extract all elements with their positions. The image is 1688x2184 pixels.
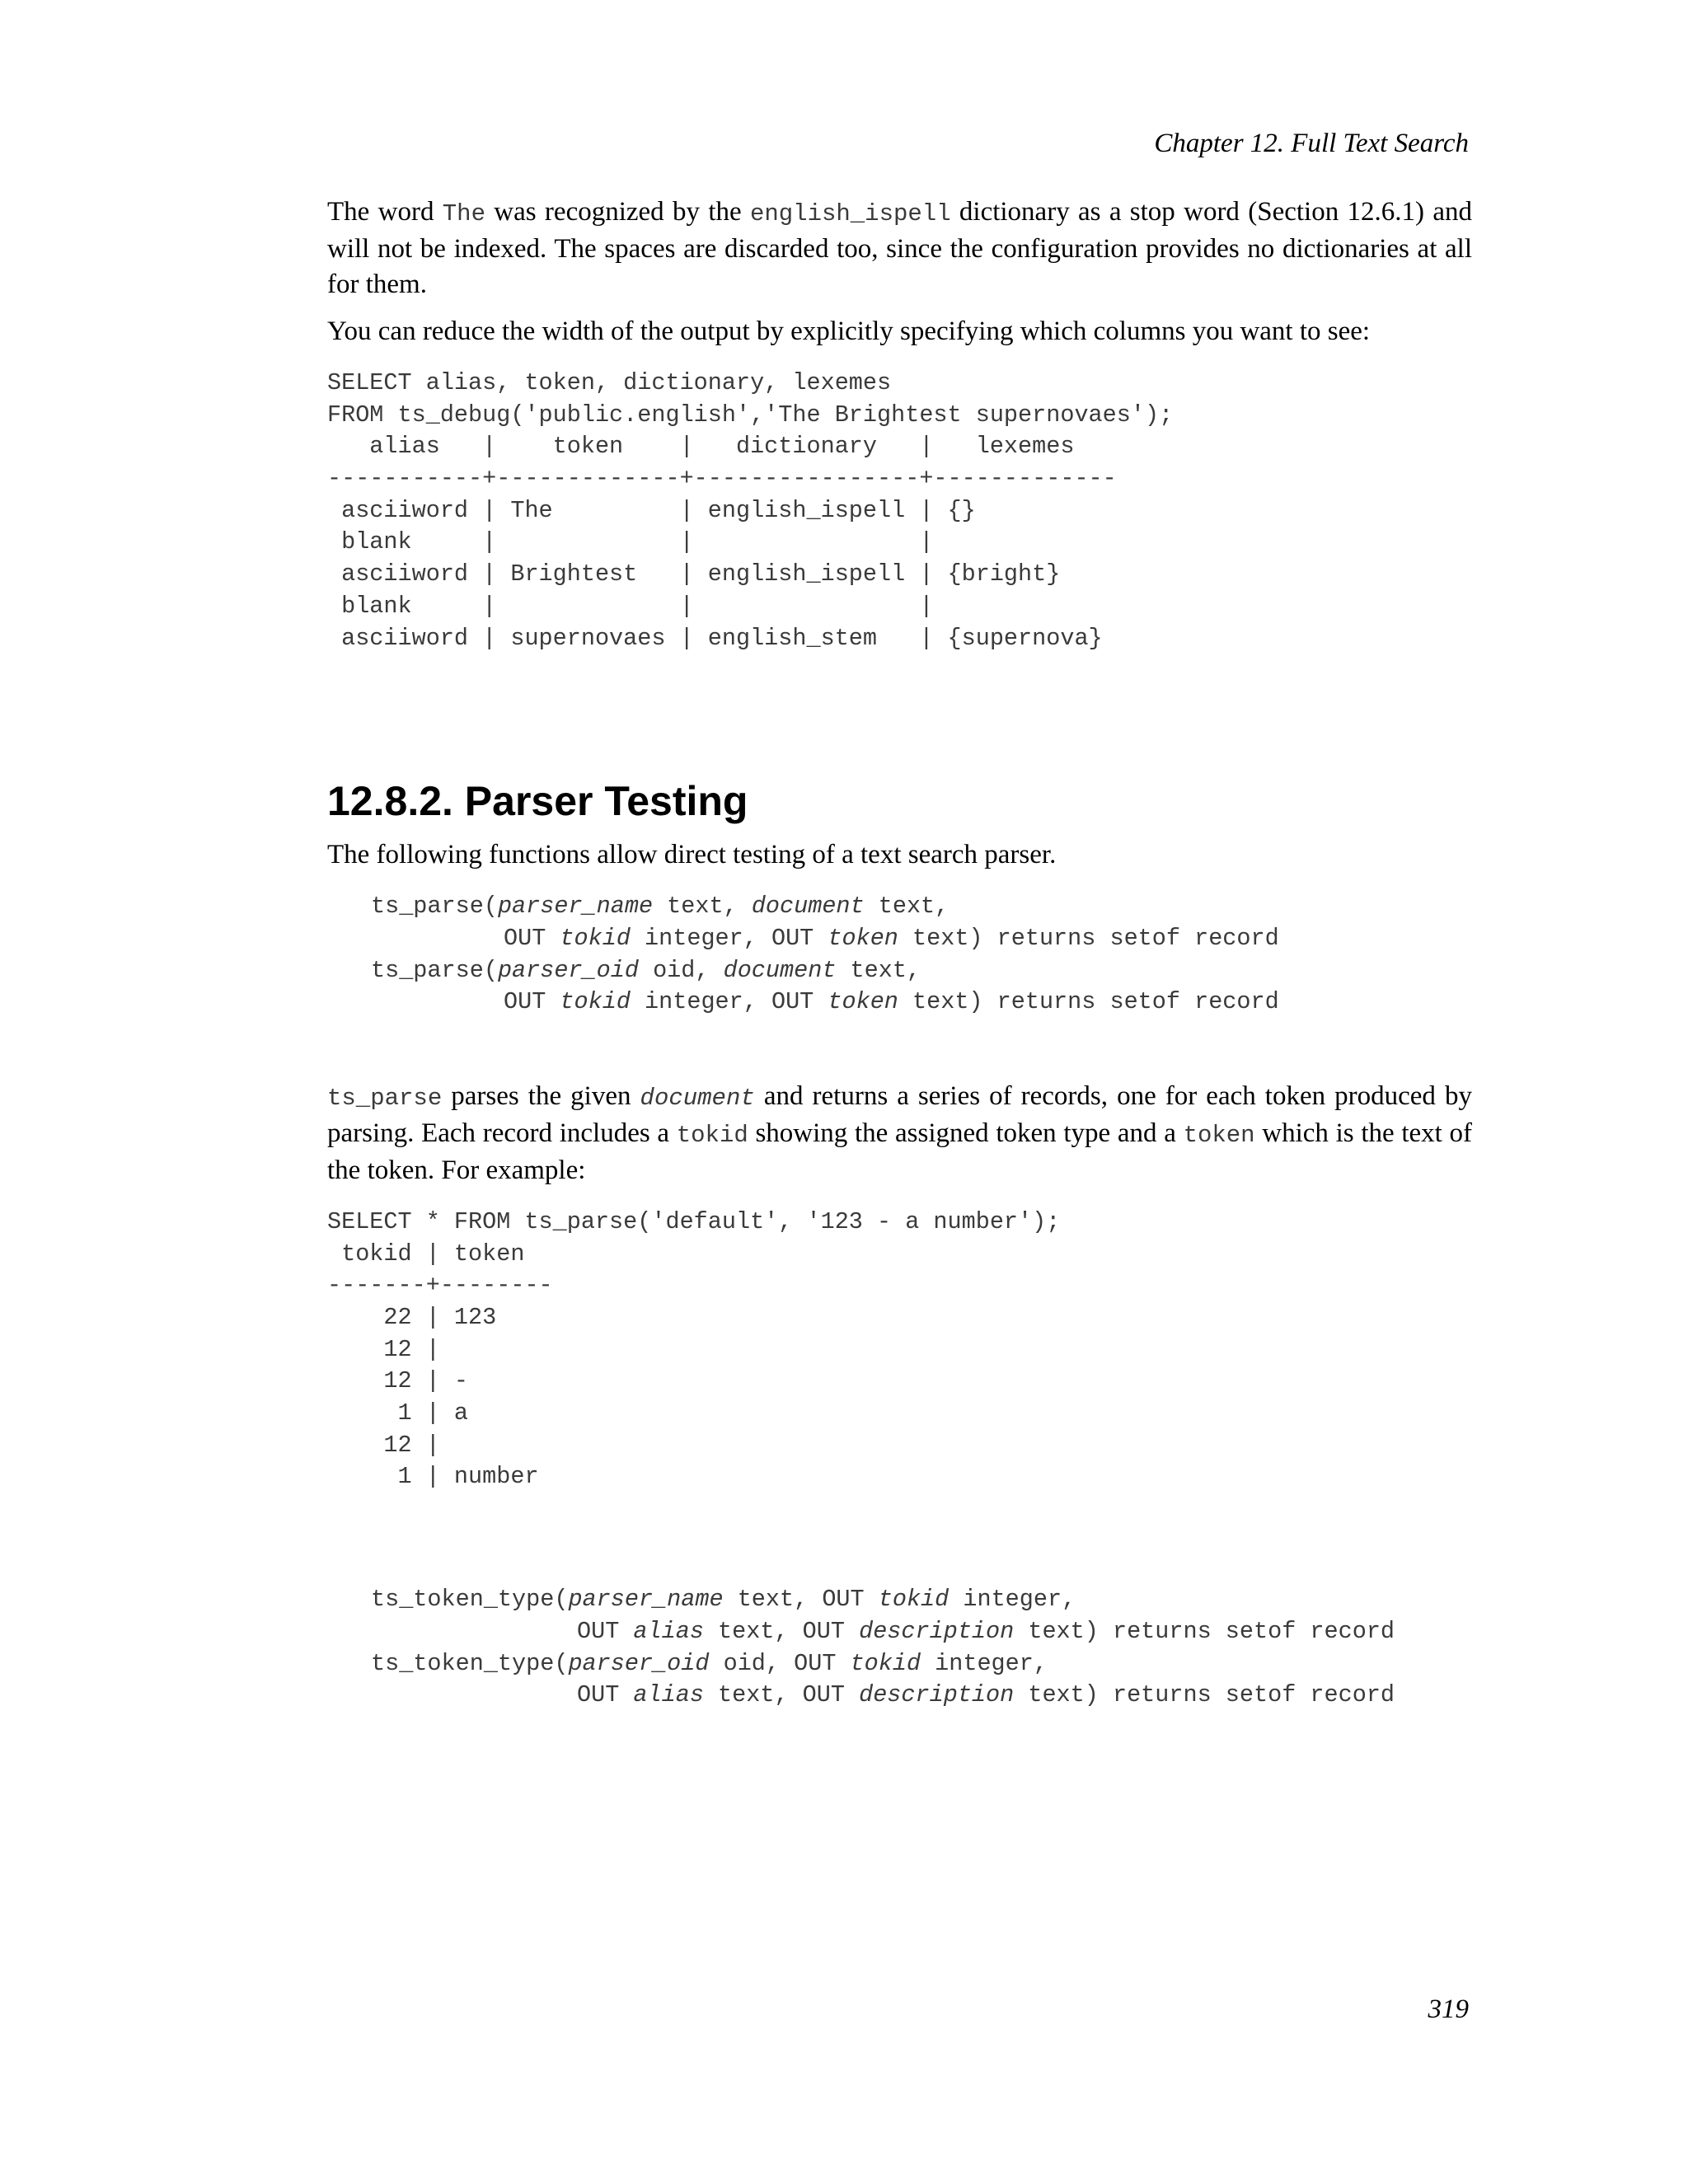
text-fragment: dictionary as a stop word (Section 12.6.1) and will not be indexed. The spaces are discarded too, since the configuration provides no dictionaries at all for them. — [327, 197, 1472, 299]
keyword: OUT — [577, 1681, 634, 1709]
return-type: setof record — [1225, 1681, 1395, 1709]
param-name: alias — [633, 1617, 704, 1645]
param-name: parser_name — [568, 1586, 724, 1614]
keyword: OUT — [504, 988, 560, 1016]
keyword: returns — [982, 924, 1110, 952]
code-example-ts-debug — [327, 368, 1472, 654]
param-type: integer, — [630, 924, 771, 952]
keyword: OUT — [771, 988, 828, 1016]
code-line: asciiword | supernovaes | english_stem | {supernova} — [327, 624, 1103, 652]
code-line: SELECT alias, token, dictionary, lexemes — [327, 369, 892, 396]
param-name: alias — [633, 1681, 704, 1709]
keyword: OUT — [822, 1586, 879, 1614]
keyword: returns — [1098, 1681, 1226, 1709]
synopsis-line — [371, 1584, 1472, 1616]
code-line: SELECT * FROM ts_parse('default', '123 - a number'); — [327, 1207, 1061, 1235]
function-name: ts_token_type( — [371, 1586, 569, 1614]
code-line: 12 | — [327, 1335, 440, 1363]
function-name: ts_parse( — [371, 956, 498, 984]
param-name: tokid — [878, 1586, 950, 1614]
code-line: 12 | — [327, 1431, 440, 1459]
inline-code-tokid: tokid — [676, 1121, 748, 1149]
param-name: document — [751, 893, 865, 921]
code-line: asciiword | The | english_ispell | {} — [327, 496, 976, 524]
param-name: description — [859, 1681, 1015, 1709]
code-line: 12 | - — [327, 1367, 469, 1395]
code-line: asciiword | Brightest | english_ispell | {bright} — [327, 560, 1061, 588]
synopsis-line — [371, 1616, 1472, 1648]
param-type: text, — [703, 1617, 803, 1645]
inline-code-token: token — [1183, 1121, 1255, 1149]
code-line: tokid | token — [327, 1240, 525, 1268]
synopsis-line — [371, 1680, 1472, 1712]
synopsis-ts-token-type — [327, 1584, 1472, 1712]
synopsis-line — [371, 987, 1472, 1019]
param-type: integer, — [630, 988, 771, 1016]
return-type: setof record — [1225, 1617, 1395, 1645]
param-name: parser_oid — [568, 1649, 710, 1677]
synopsis-line — [371, 1648, 1472, 1680]
text-fragment: which is the text of the token. For example: — [327, 1118, 1473, 1185]
param-type: text) — [898, 988, 983, 1016]
param-type: text, — [703, 1681, 803, 1709]
keyword: returns — [982, 988, 1110, 1016]
inline-param-document: document — [640, 1084, 755, 1112]
inline-code-the: The — [442, 200, 485, 227]
inline-code-english-ispell: english_ispell — [749, 200, 951, 227]
keyword: OUT — [794, 1649, 851, 1677]
function-name: ts_parse( — [371, 893, 498, 921]
param-name: token — [828, 924, 898, 952]
text-fragment: and returns a series of records, one for each token produced by parsing. Each record includes a — [327, 1080, 1472, 1148]
param-name: tokid — [560, 924, 631, 952]
synopsis-ts-parse — [327, 891, 1472, 1019]
paragraph-section-intro: The following functions allow direct testing of a text search parser. — [327, 840, 1057, 870]
inline-code-ts-parse: ts_parse — [327, 1084, 443, 1112]
param-name: parser_name — [497, 893, 654, 921]
keyword: returns — [1098, 1617, 1226, 1645]
synopsis-line — [371, 955, 1472, 987]
param-type: text, — [723, 1586, 823, 1614]
paragraph-ts-parse-desc — [327, 1079, 1472, 1188]
code-line: 1 | a — [327, 1399, 469, 1427]
return-type: setof record — [1109, 924, 1279, 952]
text-fragment: parses the given — [442, 1080, 640, 1111]
page-content — [327, 194, 1472, 1712]
text-fragment: showing the assigned token type and a — [748, 1118, 1184, 1148]
code-line: FROM ts_debug('public.english','The Brightest supernovaes'); — [327, 401, 1174, 429]
param-name: parser_oid — [497, 956, 639, 984]
keyword: OUT — [504, 924, 560, 952]
param-name: tokid — [560, 988, 631, 1016]
param-type: integer, — [949, 1586, 1076, 1614]
running-header: Chapter 12. Full Text Search — [1154, 129, 1469, 158]
param-type: text) — [1014, 1681, 1099, 1709]
text-fragment: The word — [327, 197, 443, 227]
keyword: OUT — [771, 924, 828, 952]
param-type: oid, — [638, 956, 724, 984]
paragraph-reduce-width: You can reduce the width of the output by explicitly specifying which columns you want to see: — [327, 316, 1371, 346]
param-name: description — [859, 1617, 1015, 1645]
text-fragment: was recognized by the — [485, 197, 750, 227]
param-name: document — [723, 956, 837, 984]
keyword: OUT — [802, 1681, 860, 1709]
code-example-ts-parse — [327, 1207, 1472, 1493]
function-name: ts_token_type( — [371, 1649, 569, 1677]
page-number: 319 — [1428, 1994, 1469, 2024]
param-type: text, — [864, 893, 950, 921]
return-type: setof record — [1109, 988, 1279, 1016]
param-name: token — [828, 988, 898, 1016]
synopsis-line — [371, 891, 1472, 923]
param-type: oid, — [709, 1649, 795, 1677]
paragraph-stop-word — [327, 194, 1472, 302]
code-line: 22 | 123 — [327, 1304, 497, 1331]
code-line: alias | token | dictionary | lexemes — [327, 433, 1075, 461]
param-type: text, — [653, 893, 752, 921]
code-line: -----------+-------------+----------------+------------- — [327, 465, 1117, 493]
code-line: blank | | | — [327, 592, 934, 620]
code-line: -------+-------- — [327, 1272, 553, 1300]
code-line: blank | | | — [327, 528, 934, 556]
keyword: OUT — [577, 1617, 634, 1645]
param-type: text, — [836, 956, 921, 984]
code-line: 1 | number — [327, 1463, 539, 1491]
keyword: OUT — [802, 1617, 860, 1645]
param-type: text) — [1014, 1617, 1099, 1645]
param-name: tokid — [850, 1649, 921, 1677]
param-type: integer, — [921, 1649, 1048, 1677]
section-title: 12.8.2. Parser Testing — [327, 778, 748, 825]
param-type: text) — [898, 924, 983, 952]
synopsis-line — [371, 923, 1472, 955]
